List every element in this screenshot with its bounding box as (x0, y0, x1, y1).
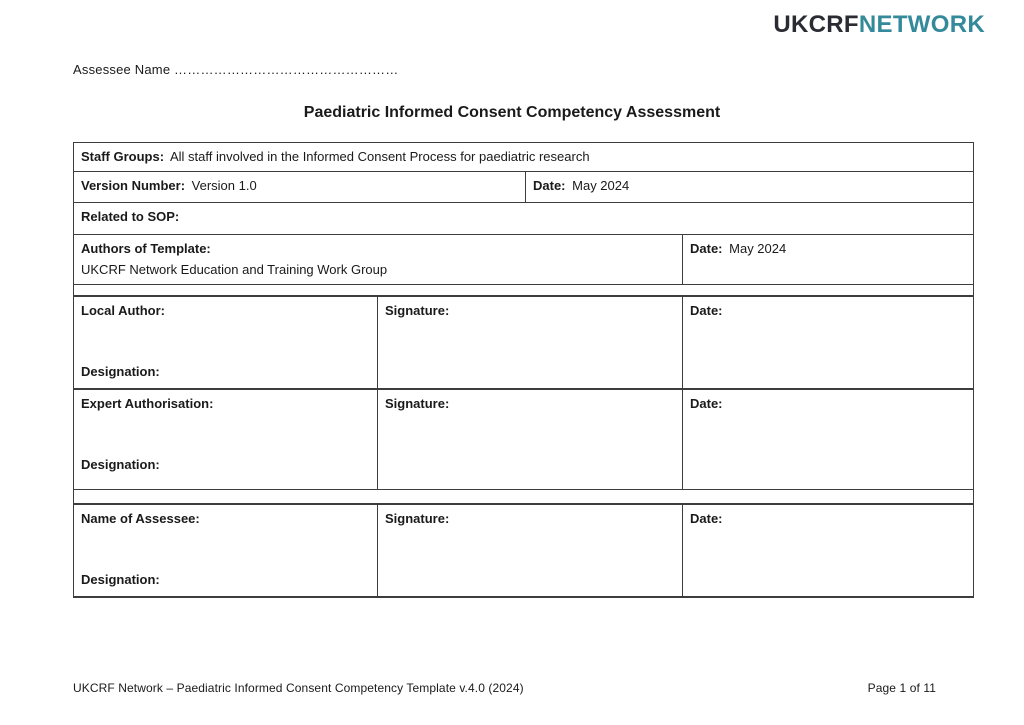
ukcrf-network-logo (773, 11, 985, 39)
expert-signature-cell (378, 389, 683, 489)
designation-label: Designation: (81, 364, 160, 380)
spacer-cell (74, 489, 974, 504)
designation-label: Designation: (81, 457, 160, 473)
related-sop-row (74, 203, 974, 235)
staff-groups-value: All staff involved in the Informed Consent Process for paediatric research (169, 149, 590, 164)
expert-date-cell (683, 389, 974, 489)
related-sop-cell (74, 203, 974, 235)
footer-page-number: Page 1 of 11 (867, 681, 936, 695)
expert-authorisation-label: Expert Authorisation: (81, 396, 214, 412)
spacer-row (74, 284, 974, 296)
local-author-label: Local Author: (81, 303, 166, 319)
spacer-row (74, 489, 974, 504)
designation-label: Designation: (81, 572, 160, 588)
date-label: Date: (690, 396, 723, 412)
logo-text-ukcrf: UKCRF (773, 11, 859, 38)
assessee-name-line: Assessee Name …………………………………………… (73, 62, 399, 77)
authors-date-cell (683, 235, 974, 285)
authors-label: Authors of Template: (81, 241, 211, 256)
footer-document-reference: UKCRF Network – Paediatric Informed Consent Competency Template v.4.0 (2024) (73, 681, 524, 695)
authors-value: UKCRF Network Education and Training Work Group (81, 261, 388, 277)
related-sop-label: Related to SOP: (81, 209, 180, 224)
document-info-table (73, 142, 974, 598)
assessee-date-cell (683, 504, 974, 597)
staff-groups-cell (74, 143, 974, 172)
signature-label: Signature: (385, 396, 450, 412)
version-date-cell (526, 172, 974, 203)
signature-label: Signature: (385, 303, 450, 319)
expert-authorisation-row (74, 389, 974, 489)
version-date-value: May 2024 (572, 178, 630, 193)
page-footer (73, 681, 936, 695)
authors-date-label: Date: (690, 241, 723, 256)
assessee-signature-cell (378, 504, 683, 597)
name-of-assessee-label: Name of Assessee: (81, 511, 200, 527)
name-of-assessee-row (74, 504, 974, 597)
staff-groups-label: Staff Groups: (81, 149, 165, 164)
staff-groups-row (74, 143, 974, 172)
date-label: Date: (690, 511, 723, 527)
authors-date-value: May 2024 (729, 241, 787, 256)
spacer-cell (74, 284, 974, 296)
page-title: Paediatric Informed Consent Competency Assessment (303, 104, 721, 121)
authors-row (74, 235, 974, 285)
logo-text-network: NETWORK (858, 11, 985, 38)
signature-label: Signature: (385, 511, 450, 527)
local-author-row (74, 296, 974, 389)
version-date-label: Date: (533, 178, 566, 193)
expert-authorisation-cell (74, 389, 378, 489)
version-number-cell (74, 172, 526, 203)
authors-cell (74, 235, 683, 285)
local-author-signature-cell (378, 296, 683, 389)
version-number-label: Version Number: (81, 178, 186, 193)
name-of-assessee-cell (74, 504, 378, 597)
local-author-date-cell (683, 296, 974, 389)
version-row (74, 172, 974, 203)
local-author-cell (74, 296, 378, 389)
version-number-value: Version 1.0 (191, 178, 257, 193)
date-label: Date: (690, 303, 723, 319)
